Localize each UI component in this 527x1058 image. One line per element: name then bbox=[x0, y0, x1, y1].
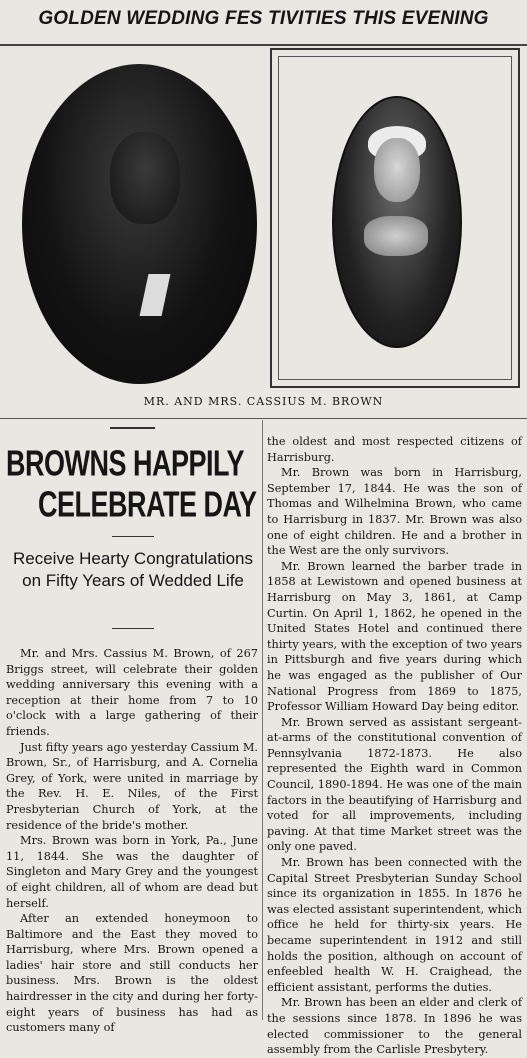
page-headline: GOLDEN WEDDING FES TIVITIES THIS EVENING bbox=[38, 8, 489, 29]
portrait-face bbox=[110, 132, 180, 224]
photo-caption: MR. AND MRS. CASSIUS M. BROWN bbox=[143, 395, 384, 408]
paragraph: After an extended honeymoon to Baltimore and the East they moved to Harrisburg, where Mrs. Brown opened a ladies' hair store and still conducts her business. Mrs. Brown is the oldest hairdresser in the city and during her forty-eight years of business has had as customers many of bbox=[6, 912, 258, 1035]
portrait-lace-collar bbox=[364, 216, 428, 256]
paragraph: Mr. Brown was born in Harrisburg, September 17, 1844. He was the son of Thomas and Wilhelmina Brown, who came to Harrisburg in 1837. Mr. Brown was also one of eight children. He and a brother in the West are the only survivors. bbox=[267, 466, 522, 558]
portrait-frame bbox=[270, 48, 520, 388]
paragraph: the oldest and most respected citizens of Harrisburg. bbox=[267, 435, 522, 464]
deck-rule bbox=[112, 536, 154, 537]
article-headline-line1: BROWNS HAPPILY bbox=[6, 443, 245, 484]
paragraph: Mr. Brown served as assistant sergeant-at-arms of the constitutional convention of Pennsylvania 1872-1873. He also represented the Eighth ward in Common Council, 1890-1894. He was one of the main factors in the beautifying of Harrisburg and voted for all improvements, including paving. At that time Market street was the only one paved. bbox=[267, 715, 522, 854]
body-rule bbox=[112, 628, 154, 629]
portrait-collar bbox=[140, 274, 171, 316]
portrait-face bbox=[374, 138, 420, 202]
paragraph: Mr. Brown learned the barber trade in 1858 at Lewistown and opened business at Harrisburg on May 3, 1861, at Camp Curtin. On April 1, 1862, he opened in the United States Hotel and continued there thirty years, with the exception of two years in Pittsburgh and five years during which he was engaged as the publisher of Our National Progress from 1869 to 1875, Professor William Howard Day being editor. bbox=[267, 559, 522, 714]
headline-rule bbox=[110, 427, 155, 429]
paragraph: Mr. and Mrs. Cassius M. Brown, of 267 Briggs street, will celebrate their golden wedding anniversary this evening with a reception at their home from 7 to 10 o'clock with a large gathering of their friends. bbox=[6, 647, 258, 738]
paragraph: Mr. Brown has been an elder and clerk of the sessions since 1878. In 1896 he was elected commissioner to the general assembly from the Carlisle Presbytery. bbox=[267, 996, 522, 1057]
portrait-mr-brown bbox=[22, 64, 257, 384]
portrait-mrs-brown bbox=[332, 96, 462, 348]
article-headline-line2: CELEBRATE DAY bbox=[38, 484, 257, 525]
headline-bar bbox=[0, 0, 527, 46]
article-right-column bbox=[267, 434, 522, 1058]
article-left-column bbox=[6, 646, 258, 1036]
paragraph: Mrs. Brown was born in York, Pa., June 11, 1844. She was the daughter of Singleton and Mary Grey and the youngest of eight children, all of whom are dead but herself. bbox=[6, 834, 258, 910]
section-rule bbox=[0, 418, 527, 419]
article-deck: Receive Hearty Congratulations on Fifty Years of Wedded Life bbox=[12, 549, 253, 590]
paragraph: Just fifty years ago yesterday Cassium M. Brown, Sr., of Harrisburg, and A. Cornelia Grey, of York, were united in marriage by the Rev. H. E. Niles, of the First Presbyterian Church of York, at the residence of the bride's mother. bbox=[6, 740, 258, 832]
paragraph: Mr. Brown has been connected with the Capital Street Presbyterian Sunday School since its organization in 1855. In 1876 he was elected assistant superintendent, which office he held for thirty-six years. He became superintendent in 1912 and still holds the position, although on account of enfeebled health W. H. Craighead, the efficient assistant, performs the duties. bbox=[267, 856, 522, 994]
